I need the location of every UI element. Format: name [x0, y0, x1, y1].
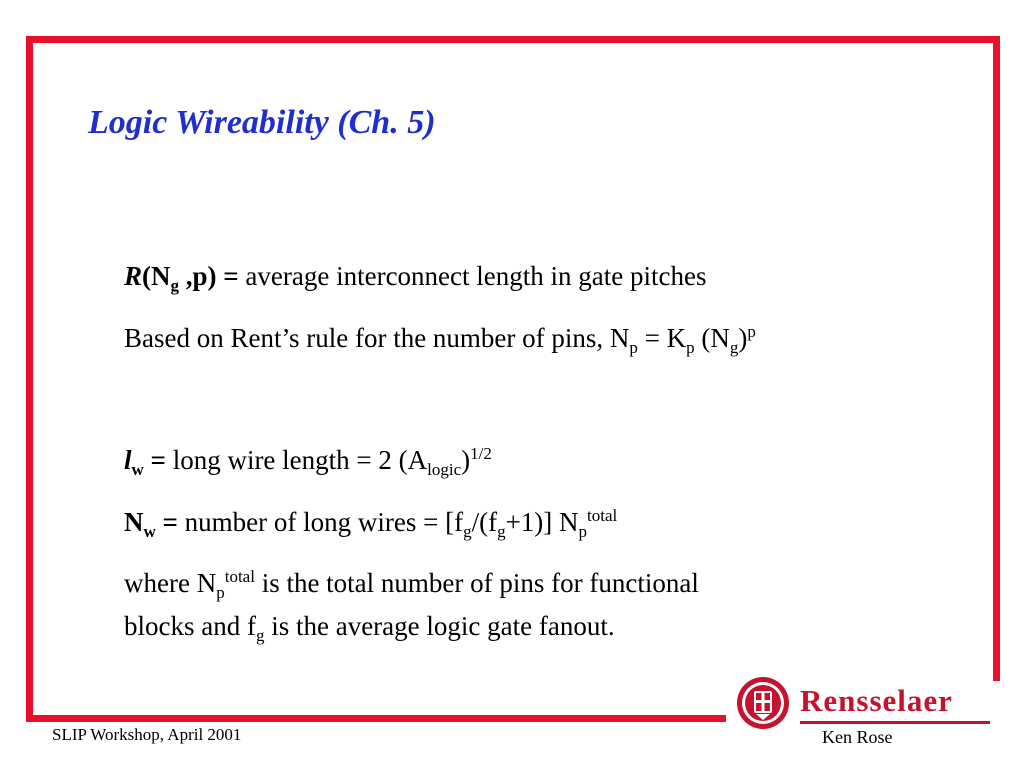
l-text: long wire length = 2 (A: [165, 445, 428, 475]
r-args-open: (N: [142, 261, 171, 291]
slide-title: Logic Wireability (Ch. 5): [88, 104, 436, 141]
explanation-sub-p: p: [216, 583, 225, 602]
l-close-paren: ): [461, 445, 471, 475]
explanation2-text-b: is the average logic gate fanout.: [264, 611, 615, 641]
rensselaer-seal-icon: [736, 676, 790, 730]
n-mid1: /(f: [471, 507, 498, 537]
slide-border-right: [993, 36, 1000, 681]
r-args-close: ,p) =: [179, 261, 239, 291]
rent-k-text: = K: [637, 323, 687, 353]
l-sub-w: w: [131, 460, 144, 479]
rent-exponent: p: [747, 322, 756, 341]
rent-rule-text: Based on Rent’s rule for the number of pins, N: [124, 323, 630, 353]
n-sub-g1: g: [463, 522, 472, 541]
explanation-line-2: [124, 609, 615, 643]
slide-border-top: [26, 36, 1000, 43]
brand-name: Rensselaer: [800, 683, 953, 718]
explanation-sup-total: total: [224, 567, 255, 586]
r-args-sub: g: [170, 276, 180, 295]
n-symbol: N: [124, 507, 144, 537]
explanation-text-a: where N: [124, 568, 217, 598]
l-sub-logic: logic: [427, 460, 462, 479]
author-name: Ken Rose: [822, 727, 893, 747]
n-text: number of long wires = [f: [177, 507, 464, 537]
rent-rule-line: [124, 321, 756, 355]
l-symbol: l: [124, 445, 132, 475]
rent-sub-g: g: [729, 338, 739, 357]
long-wire-length-line: [124, 443, 492, 477]
footer-event: SLIP Workshop, April 2001: [52, 725, 242, 744]
rent-close-paren: ): [738, 323, 748, 353]
n-equals: =: [155, 507, 178, 537]
explanation-line-1: [124, 566, 699, 600]
n-mid2: +1)] N: [505, 507, 579, 537]
definition-r-line: [124, 259, 706, 293]
l-equals: =: [143, 445, 166, 475]
l-exponent: 1/2: [470, 444, 492, 463]
r-definition-text: average interconnect length in gate pitches: [238, 261, 707, 291]
rent-ng-text: (N: [694, 323, 730, 353]
rent-sub-p1: p: [629, 338, 638, 357]
rent-sub-p2: p: [686, 338, 695, 357]
explanation2-text-a: blocks and f: [124, 611, 256, 641]
n-sup-total: total: [587, 506, 618, 525]
explanation2-sub-g: g: [255, 626, 265, 645]
slide-border-bottom: [26, 715, 726, 722]
n-sub-g2: g: [497, 522, 506, 541]
n-sub-p: p: [578, 522, 588, 541]
brand-underline: [800, 721, 990, 724]
long-wire-count-line: [124, 505, 617, 539]
explanation-text-b: is the total number of pins for functional: [254, 568, 699, 598]
slide-border-left: [26, 36, 33, 722]
n-sub-w: w: [143, 522, 156, 541]
r-symbol: R: [124, 261, 143, 291]
